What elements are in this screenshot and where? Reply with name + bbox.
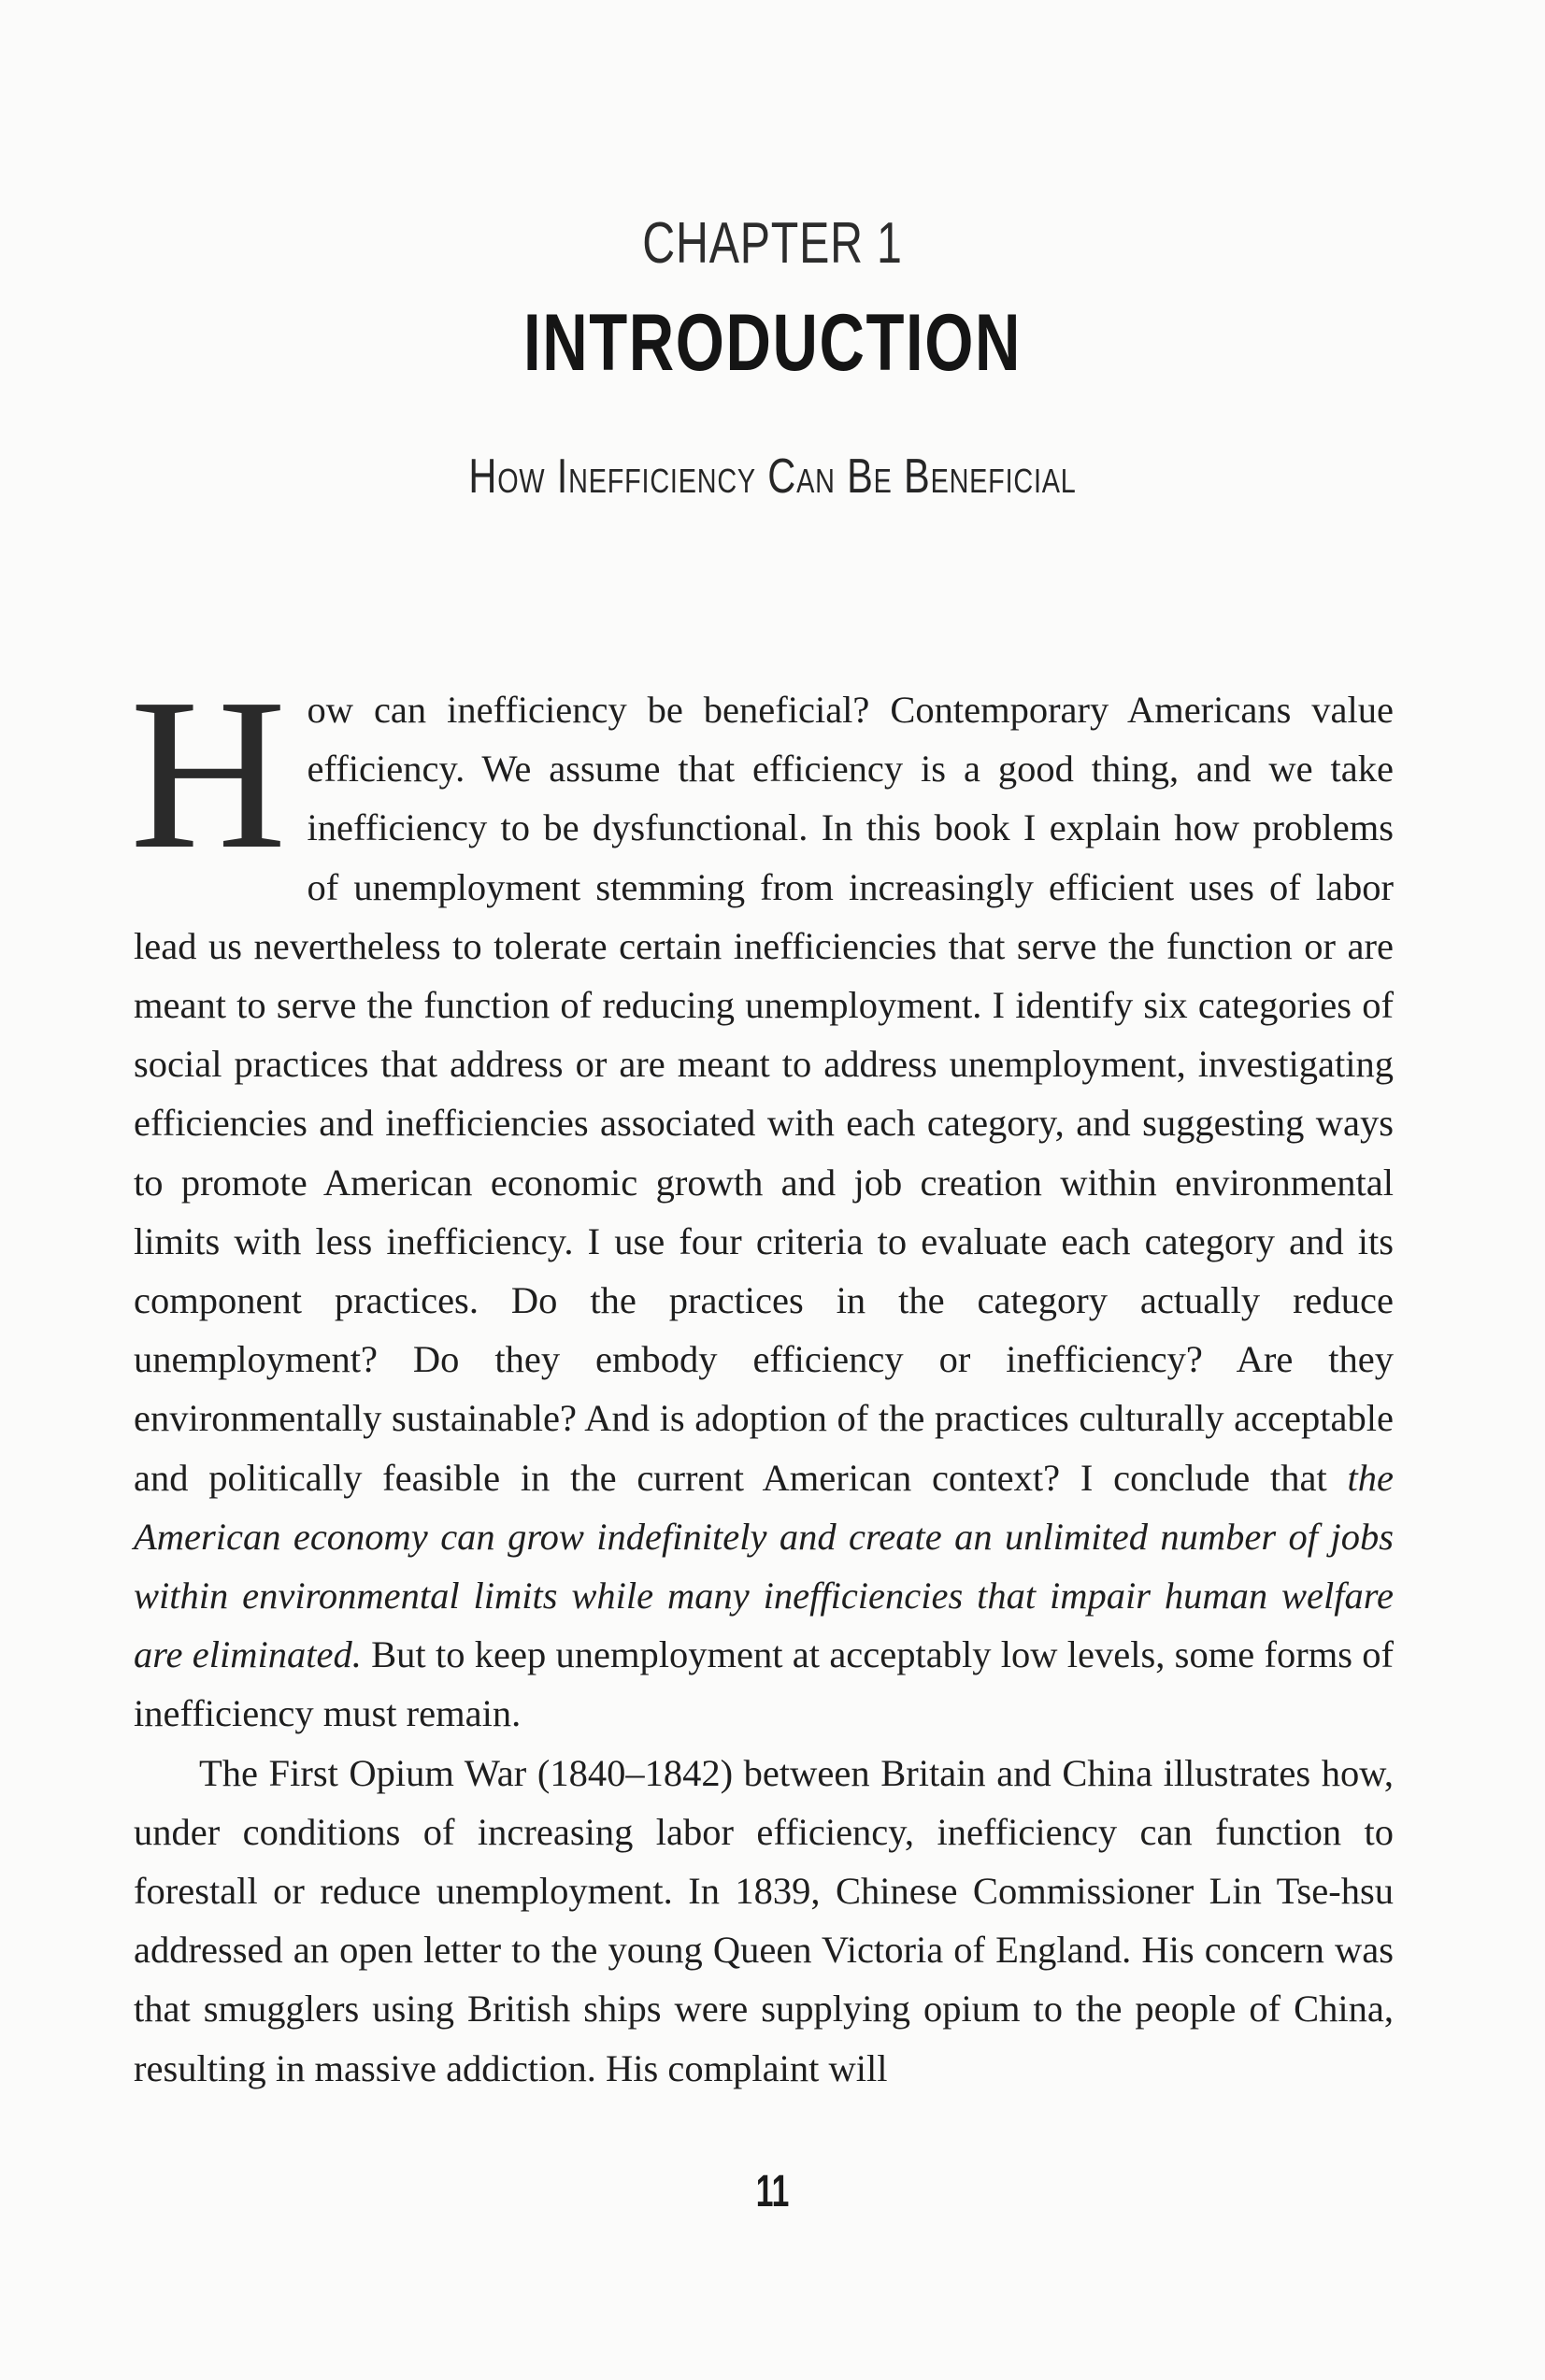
paragraph-1	[130, 654, 1394, 1744]
paragraph-1-text-a: ow can inefficiency be beneficial? Contemporary Americans value efficiency. We assume that efficiency is a good thing, and we take inefficiency to be dysfunctional. In this book I explain how problems of unemployment stemming from increasingly efficient uses of labor lead us nevertheless to tolerate certain inefficiencies that serve the function or are meant to serve the function of reducing unemployment. I identify six categories of social practices that address or are meant to address unemployment, investigating efficiencies and inefficiencies associated with each category, and suggesting ways to promote American economic growth and job creation within environmental limits with less inefficiency. I use four criteria to evaluate each category and its component practices. Do the practices in the category actually reduce unemployment? Do they embody efficiency or inefficiency? Are they environmentally sustainable? And is adoption of the practices culturally acceptable and politically feasible in the current American context? I conclude that	[134, 689, 1394, 1499]
chapter-label: CHAPTER 1	[642, 211, 903, 276]
page-number: 11	[755, 2167, 790, 2216]
drop-cap: H	[130, 654, 287, 894]
paragraph-1-italic-thesis: the American economy can grow indefinitely and create an unlimited number of jobs within environmental limits while many inefficiencies that impair human welfare are eliminated.	[134, 1456, 1394, 1676]
chapter-title: INTRODUCTION	[523, 298, 1022, 388]
paragraph-1-text-b: But to keep unemployment at acceptably low levels, some forms of inefficiency must remain.	[134, 1633, 1394, 1735]
body-text	[130, 654, 1394, 2098]
chapter-subtitle: How Inefficiency Can Be Beneficial	[468, 449, 1077, 504]
paragraph-2: The First Opium War (1840–1842) between Britain and China illustrates how, under conditions of increasing labor efficiency, inefficiency can function to forestall or reduce unemployment. In 1839, Chinese Commissioner Lin Tse-hsu addressed an open letter to the young Queen Victoria of England. His concern was that smugglers using British ships were supplying opium to the people of China, resulting in massive addiction. His complaint will	[134, 1751, 1394, 2089]
